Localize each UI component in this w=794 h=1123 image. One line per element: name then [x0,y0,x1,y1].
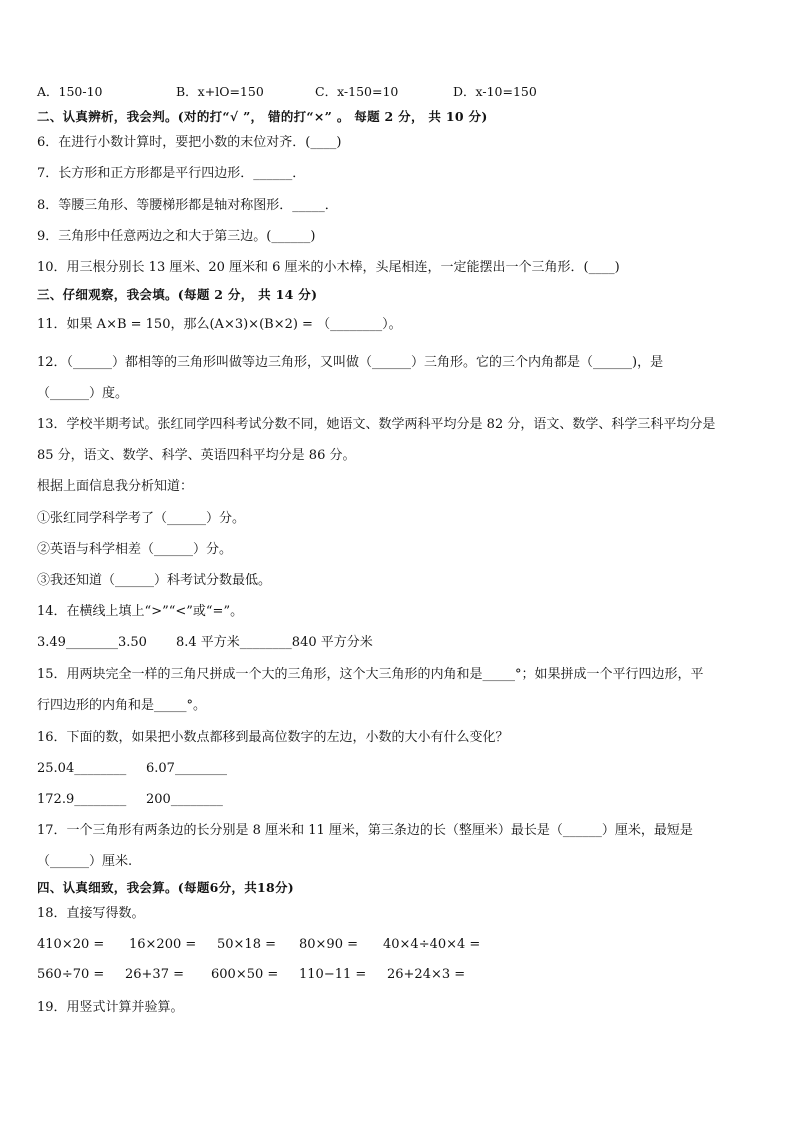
question-15-line2: 行四边形的内角和是_____°。 [37,698,207,713]
question-10: 10．用三根分别长 13 厘米、20 厘米和 6 厘米的小木棒，头尾相连，一定能摆出一个三角形．(____) [37,260,620,275]
question-16-b: 6.07________ [146,761,227,776]
option-b: B．x+lO=150 [176,84,264,99]
calc-item: 600×50 = [211,967,279,982]
question-11: 11．如果 A×B = 150，那么(A×3)×(B×2) = （________）。 [37,317,402,332]
calc-item: 50×18 = [217,937,277,952]
option-c: C．x-150=10 [315,84,399,99]
question-14-b: 8.4 平方米________840 平方分米 [176,635,373,650]
option-d: D．x-10=150 [453,84,537,99]
question-12-line2: （______）度。 [37,386,129,401]
calc-item: 410×20 = [37,937,105,952]
question-6: 6．在进行小数计算时，要把小数的末位对齐．(____) [37,135,342,150]
calc-row-1 [37,937,480,952]
question-17-line1: 17．一个三角形有两条边的长分别是 8 厘米和 11 厘米，第三条边的长（整厘米）最长是（______）厘米，最短是 [37,823,693,838]
calc-item: 110−11 = [299,967,367,982]
question-8: 8．等腰三角形、等腰梯形都是轴对称图形．_____． [37,198,338,213]
question-16-d: 200________ [146,792,223,807]
question-13-line2: 85 分，语文、数学、科学、英语四科平均分是 86 分。 [37,448,356,463]
question-14: 14．在横线上填上“>”“<”或“=”。 [37,604,244,619]
calc-item: 40×4÷40×4 = [383,937,481,952]
question-12-line1: 12．（______）都相等的三角形叫做等边三角形，又叫做（______）三角形。它的三个内角都是（______)，是 [37,355,664,370]
question-7: 7．长方形和正方形都是平行四边形．______． [37,166,306,181]
calc-item: 80×90 = [299,937,359,952]
question-13-line1: 13．学校半期考试。张红同学四科考试分数不同，她语文、数学两科平均分是 82 分，语文、数学、科学三科平均分是 [37,417,716,432]
calc-item: 560÷70 = [37,967,105,982]
question-16-a: 25.04________ [37,761,127,776]
question-9: 9．三角形中任意两边之和大于第三边。(______) [37,229,316,244]
question-19: 19．用竖式计算并验算。 [37,1000,184,1015]
question-13-item3: ③我还知道（______）科考试分数最低。 [37,573,272,588]
section-3-heading: 三、仔细观察，我会填。(每题 2 分， 共 14 分) [37,287,318,302]
option-a: A．150-10 [37,84,103,99]
question-15-line1: 15．用两块完全一样的三角尺拼成一个大的三角形，这个大三角形的内角和是_____°；如果拼成一个平行四边形，平 [37,667,704,682]
question-13-line3: 根据上面信息我分析知道： [37,479,194,494]
question-14-a: 3.49________3.50 [37,635,147,650]
section-2-heading: 二、认真辨析，我会判。(对的打“√ ”， 错的打“×” 。 每题 2 分， 共 10 分) [37,109,488,124]
calc-item: 26+24×3 = [387,967,466,982]
question-17-line2: （______）厘米. [37,854,133,869]
calc-row-2 [37,967,465,982]
calc-item: 16×200 = [129,937,197,952]
question-16: 16．下面的数，如果把小数点都移到最高位数字的左边，小数的大小有什么变化？ [37,730,509,745]
question-16-c: 172.9________ [37,792,127,807]
question-13-item1: ①张红同学科学考了（______）分。 [37,511,246,526]
question-13-item2: ②英语与科学相差（______）分。 [37,542,233,557]
calc-item: 26+37 = [125,967,185,982]
section-4-heading: 四、认真细致，我会算。(每题6分，共18分) [37,880,295,895]
question-18: 18．直接写得数。 [37,906,145,921]
